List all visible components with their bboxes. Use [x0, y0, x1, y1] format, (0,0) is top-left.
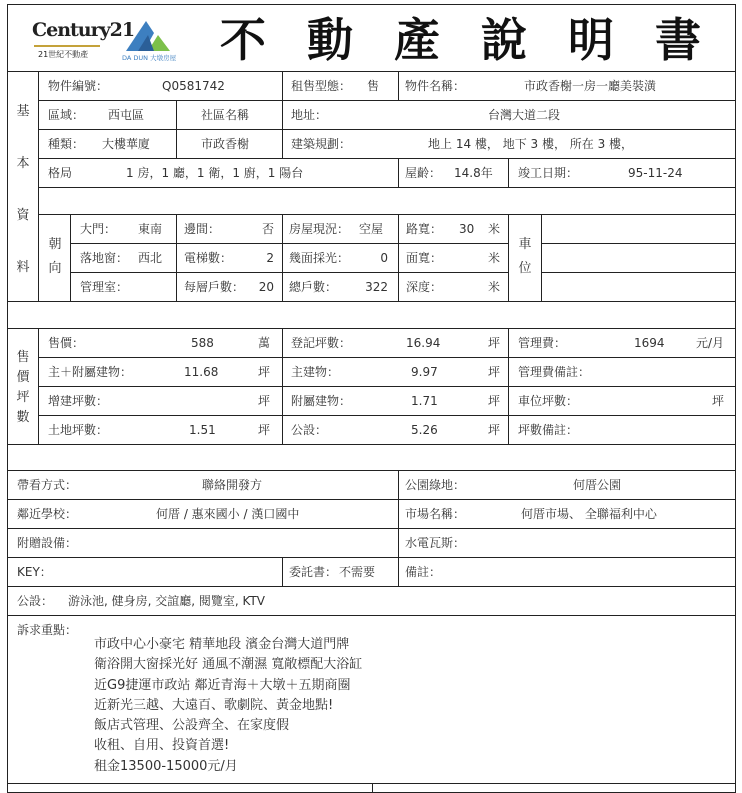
common-value: 5.26 — [411, 423, 438, 437]
section-label-basic-2: 本 — [16, 156, 30, 171]
per-floor-value: 20 — [258, 280, 274, 294]
door-value: 東南 — [138, 222, 163, 236]
reg-area-unit: 坪 — [488, 336, 501, 350]
grid-line — [541, 243, 736, 244]
completion-value: 95-11-24 — [628, 166, 683, 180]
object-name-label: 物件名稱： — [405, 79, 466, 93]
light-value: 0 — [380, 251, 388, 265]
fee-note-label: 管理費備註： — [518, 365, 591, 379]
commission-value: 不需要 — [339, 565, 376, 579]
viewing-label: 帶看方式： — [17, 478, 78, 492]
logo-underline — [34, 45, 100, 47]
appeal-list — [94, 635, 362, 777]
sale-type-label: 租售型態： — [291, 79, 352, 93]
grid-line — [282, 71, 283, 158]
section-label-price-2: 價 — [16, 370, 30, 385]
grid-line — [282, 557, 283, 586]
section-label-price-1: 售 — [16, 350, 30, 365]
grid-line — [176, 100, 177, 158]
type-value: 大樓華廈 — [102, 137, 151, 151]
depth-unit: 米 — [488, 280, 501, 294]
market-value: 何厝市場、 全聯福利中心 — [521, 507, 657, 521]
elevator-label: 電梯數： — [184, 251, 233, 265]
appeal-line: 租金13500-15000元/月 — [94, 758, 238, 774]
building-value: 地上 14 樓， 地下 3 樓， 所在 3 樓， — [428, 137, 634, 151]
main-unit: 坪 — [488, 365, 501, 379]
grid-line — [38, 386, 736, 387]
grid-line — [38, 328, 39, 444]
century21-logo-subtitle: 21世紀不動產 — [38, 50, 89, 59]
depth-label: 深度： — [406, 280, 443, 294]
section-label-basic-3: 資 — [16, 208, 30, 223]
commission-label: 委託書： — [289, 565, 338, 579]
price-value: 588 — [191, 336, 214, 350]
layout-value: 1 房，1 廳，1 衛，1 廚，1 陽台 — [126, 166, 304, 180]
facilities-value: 游泳池, 健身房, 交誼廳, 閱覽室, KTV — [68, 594, 265, 608]
attach-label: 附屬建物： — [291, 394, 352, 408]
area-note-label: 坪數備註： — [518, 423, 579, 437]
community-label: 社區名稱 — [201, 108, 250, 122]
equipment-label: 附贈設備： — [17, 536, 78, 550]
side-value: 否 — [261, 222, 274, 236]
appeal-label: 訴求重點： — [17, 623, 78, 637]
school-value: 何厝 / 惠來國小 / 漢口國中 — [156, 507, 300, 521]
park-label: 公園綠地： — [405, 478, 466, 492]
grid-line — [38, 415, 736, 416]
total-units-value: 322 — [365, 280, 388, 294]
appeal-line: 近G9捷運市政站 鄰近青海＋大墩＋五期商圈 — [94, 677, 351, 693]
orientation-label-2: 向 — [48, 261, 62, 276]
main-value: 9.97 — [411, 365, 438, 379]
grid-line — [398, 470, 399, 586]
note-label: 備註： — [405, 565, 442, 579]
grid-line — [38, 357, 736, 358]
grid-line — [508, 328, 509, 444]
land-label: 土地坪數： — [48, 423, 109, 437]
title-char-4: 說 — [481, 13, 527, 67]
reg-area-label: 登記坪數： — [291, 336, 352, 350]
fee-unit: 元/月 — [696, 336, 725, 350]
grid-line — [8, 444, 736, 445]
dadun-logo-text: DA DUN 大墩房屋 — [122, 54, 177, 62]
common-unit: 坪 — [488, 423, 501, 437]
park-value: 何厝公園 — [573, 478, 622, 492]
road-value: 30 — [459, 222, 475, 236]
grid-line — [38, 187, 736, 188]
road-label: 路寬： — [406, 222, 443, 236]
community-value: 市政香榭 — [201, 137, 250, 151]
facilities-label: 公設： — [17, 594, 54, 608]
per-floor-label: 每層戶數： — [184, 280, 245, 294]
grid-line — [38, 71, 39, 301]
title-char-5: 明 — [568, 13, 614, 67]
grid-line — [8, 528, 736, 529]
appeal-line: 收租、自用、投資首選! — [94, 738, 230, 754]
grid-line — [8, 328, 736, 329]
grid-line — [508, 214, 509, 301]
title-char-6: 書 — [655, 13, 701, 67]
grid-line — [541, 272, 736, 273]
grid-line — [282, 214, 283, 301]
land-value: 1.51 — [189, 423, 216, 437]
grid-line — [70, 214, 71, 301]
front-label: 面寬： — [406, 251, 443, 265]
elevator-value: 2 — [266, 251, 274, 265]
section-label-price-3: 坪 — [16, 390, 30, 405]
parking-area-unit: 坪 — [712, 394, 725, 408]
main-attach-value: 11.68 — [184, 365, 219, 379]
title-char-3: 產 — [394, 13, 440, 67]
main-label: 主建物： — [291, 365, 340, 379]
status-label: 房屋現況： — [289, 222, 350, 236]
utilities-label: 水電瓦斯： — [405, 536, 466, 550]
parking-label-2: 位 — [518, 261, 532, 276]
building-label: 建築規劃： — [291, 137, 352, 151]
grid-line — [282, 328, 283, 444]
grid-line — [8, 301, 736, 302]
door-label: 大門： — [80, 222, 117, 236]
status-value: 空屋 — [359, 222, 384, 236]
age-label: 屋齡： — [405, 166, 442, 180]
mgmt-room-label: 管理室： — [80, 280, 129, 294]
fee-label: 管理費： — [518, 336, 567, 350]
section-label-basic-1: 基 — [16, 104, 30, 119]
reg-area-value: 16.94 — [406, 336, 441, 350]
attach-unit: 坪 — [488, 394, 501, 408]
main-attach-unit: 坪 — [258, 365, 271, 379]
market-label: 市場名稱： — [405, 507, 466, 521]
title-char-1: 不 — [220, 13, 266, 67]
side-label: 邊間： — [184, 222, 221, 236]
address-value: 台灣大道二段 — [488, 108, 561, 122]
grid-line — [541, 214, 542, 301]
grid-line — [372, 783, 373, 793]
common-label: 公設： — [291, 423, 328, 437]
appeal-line: 市政中心小豪宅 精華地段 濱金台灣大道門牌 — [94, 637, 350, 652]
attach-value: 1.71 — [411, 394, 438, 408]
century21-logo — [28, 15, 135, 63]
grid-line — [398, 158, 399, 187]
type-label: 種類： — [48, 137, 85, 151]
appeal-line: 近新光三越、大遠百、歌劇院、黃金地點! — [94, 697, 334, 713]
sale-type-value: 售 — [367, 79, 380, 93]
window-value: 西北 — [138, 251, 163, 265]
dadun-logo-mark — [124, 17, 174, 53]
viewing-value: 聯絡開發方 — [202, 478, 263, 492]
district-label: 區域： — [48, 108, 85, 122]
address-label: 地址： — [291, 108, 328, 122]
price-unit: 萬 — [258, 336, 271, 350]
grid-line — [8, 470, 736, 471]
key-label: KEY： — [17, 565, 52, 579]
land-unit: 坪 — [258, 423, 271, 437]
dadun-logo — [120, 15, 194, 63]
total-units-label: 總戶數： — [289, 280, 338, 294]
grid-line — [8, 615, 736, 616]
title-char-2: 動 — [307, 13, 353, 67]
orientation-label-1: 朝 — [48, 237, 62, 252]
completion-label: 竣工日期： — [518, 166, 579, 180]
object-no-label: 物件編號： — [48, 79, 109, 93]
section-label-basic-4: 料 — [16, 260, 30, 275]
fee-value: 1694 — [634, 336, 665, 350]
section-label-price-4: 數 — [16, 410, 30, 425]
object-name-value: 市政香榭一房一廳美裝潢 — [524, 79, 657, 93]
window-label: 落地窗： — [80, 251, 129, 265]
extension-label: 增建坪數： — [48, 394, 109, 408]
light-label: 幾面採光： — [289, 251, 350, 265]
grid-line — [176, 214, 177, 301]
front-unit: 米 — [488, 251, 501, 265]
price-label: 售價： — [48, 336, 85, 350]
extension-unit: 坪 — [258, 394, 271, 408]
property-sheet — [7, 4, 736, 793]
parking-label-1: 車 — [518, 237, 532, 252]
main-attach-label: 主＋附屬建物： — [48, 365, 133, 379]
school-label: 鄰近學校： — [17, 507, 78, 521]
appeal-line: 飯店式管理、公設齊全、在家度假 — [94, 718, 290, 734]
district-value: 西屯區 — [108, 108, 145, 122]
object-no-value: Q0581742 — [162, 79, 225, 93]
century21-logo-text: Century21 — [32, 19, 135, 41]
grid-line — [398, 214, 399, 301]
grid-line — [398, 71, 399, 100]
layout-label: 格局 — [48, 166, 73, 180]
grid-line — [508, 158, 509, 187]
age-value: 14.8年 — [454, 166, 493, 180]
appeal-line: 衛浴開大窗採光好 通風不潮濕 寬敞標配大浴缸 — [94, 657, 363, 673]
road-unit: 米 — [488, 222, 501, 236]
parking-area-label: 車位坪數： — [518, 394, 579, 408]
